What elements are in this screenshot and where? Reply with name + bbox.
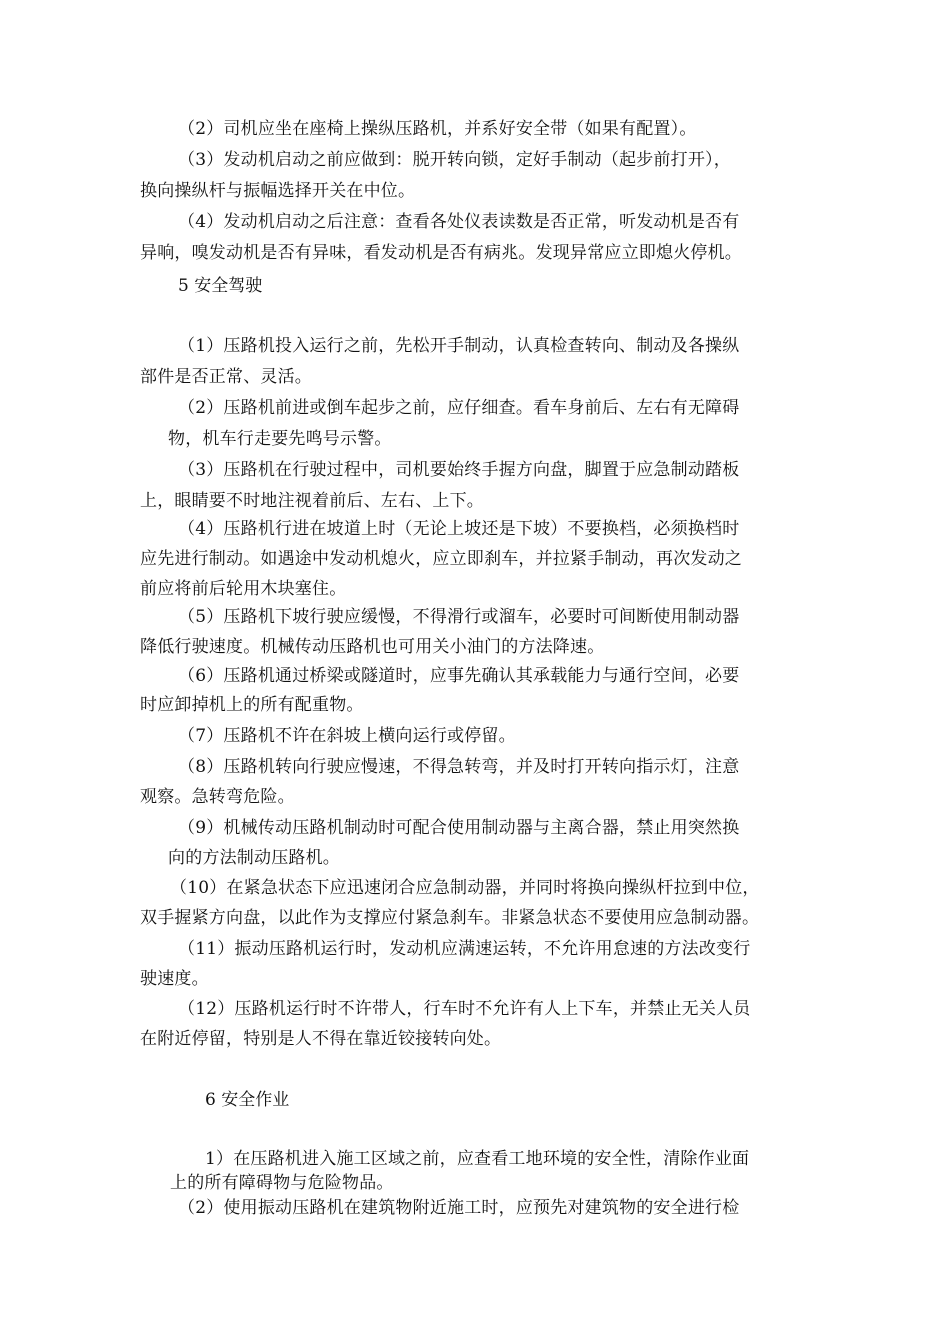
paragraph-line: （6）压路机通过桥梁或隧道时，应事先确认其承载能力与通行空间，必要 [178,666,740,686]
paragraph-line: （5）压路机下坡行驶应缓慢，不得滑行或溜车，必要时可间断使用制动器 [178,607,740,627]
paragraph-line: 时应卸掉机上的所有配重物。 [140,695,364,715]
paragraph-line: 应先进行制动。如遇途中发动机熄火，应立即刹车，并拉紧手制动，再次发动之 [140,549,742,569]
paragraph-line: （4）发动机启动之后注意：查看各处仪表读数是否正常，听发动机是否有 [178,212,740,232]
paragraph-line: 降低行驶速度。机械传动压路机也可用关小油门的方法降速。 [140,637,605,657]
paragraph-line: 换向操纵杆与振幅选择开关在中位。 [140,181,416,201]
paragraph-line: （9）机械传动压路机制动时可配合使用制动器与主离合器，禁止用突然换 [178,818,740,838]
paragraph-line: 上的所有障碍物与危险物品。 [170,1173,394,1193]
paragraph-line: 异响，嗅发动机是否有异味，看发动机是否有病兆。发现异常应立即熄火停机。 [140,243,742,263]
paragraph-line: 前应将前后轮用木块塞住。 [140,579,347,599]
paragraph-line: （2）使用振动压路机在建筑物附近施工时，应预先对建筑物的安全进行检 [178,1198,740,1218]
paragraph-line: （12）压路机运行时不许带人，行车时不允许有人上下车，并禁止无关人员 [178,999,751,1019]
paragraph-line: （3）发动机启动之前应做到：脱开转向锁，定好手制动（起步前打开）， [178,150,731,170]
paragraph-line: （4）压路机行进在坡道上时（无论上坡还是下坡）不要换档，必须换档时 [178,519,740,539]
paragraph-line: （11）振动压路机运行时，发动机应满速运转，不允许用怠速的方法改变行 [178,939,751,959]
paragraph-line: 观察。急转弯危险。 [140,787,295,807]
paragraph-line: 双手握紧方向盘，以此作为支撑应付紧急刹车。非紧急状态不要使用应急制动器。 [140,908,760,928]
paragraph-line: 部件是否正常、灵活。 [140,367,312,387]
paragraph-line: 1）在压路机进入施工区域之前，应查看工地环境的安全性，清除作业面 [205,1149,750,1169]
paragraph-line: 向的方法制动压路机。 [168,848,340,868]
paragraph-line: （3）压路机在行驶过程中，司机要始终手握方向盘，脚置于应急制动踏板 [178,460,740,480]
paragraph-line: 驶速度。 [140,969,209,989]
paragraph-line: （1）压路机投入运行之前，先松开手制动，认真检查转向、制动及各操纵 [178,336,740,356]
paragraph-line: （2）压路机前进或倒车起步之前，应仔细查。看车身前后、左右有无障碍 [178,398,740,418]
paragraph-line: （8）压路机转向行驶应慢速，不得急转弯，并及时打开转向指示灯，注意 [178,757,740,777]
paragraph-line: （7）压路机不许在斜坡上横向运行或停留。 [178,726,516,746]
section-heading: 5 安全驾驶 [178,276,263,296]
paragraph-line: 在附近停留，特别是人不得在靠近铰接转向处。 [140,1029,502,1049]
paragraph-line: （2）司机应坐在座椅上操纵压路机，并系好安全带（如果有配置）。 [178,119,697,139]
section-heading: 6 安全作业 [205,1090,290,1110]
paragraph-line: 物，机车行走要先鸣号示警。 [168,429,392,449]
paragraph-line: （10）在紧急状态下应迅速闭合应急制动器，并同时将换向操纵杆拉到中位， [170,878,760,898]
paragraph-line: 上，眼睛要不时地注视着前后、左右、上下。 [140,491,484,511]
